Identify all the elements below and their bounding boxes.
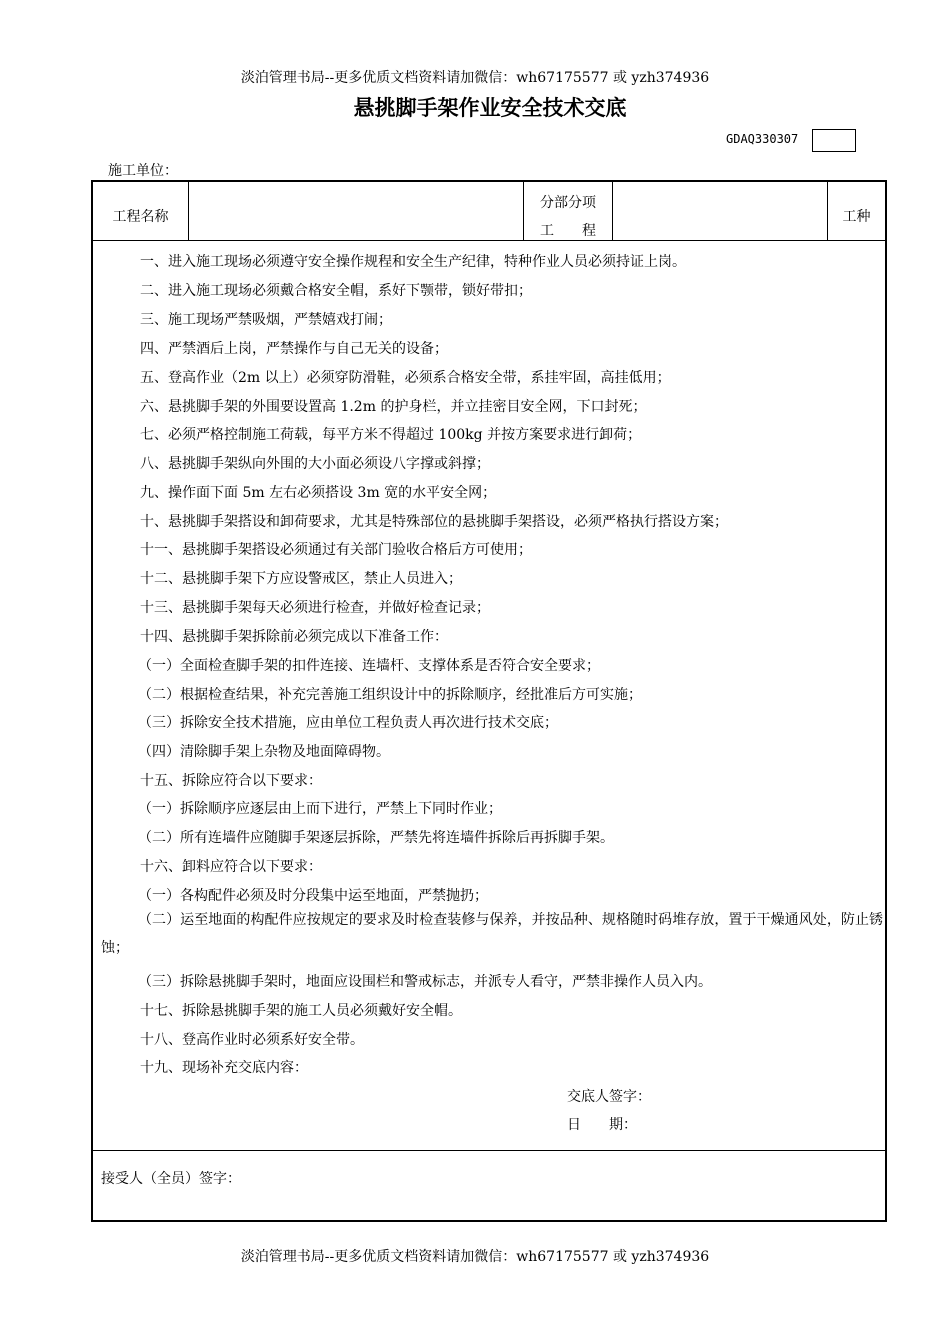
list-item: 十九、现场补充交底内容： [140, 1060, 308, 1076]
list-item: （一）全面检查脚手架的扣件连接、连墙杆、支撑体系是否符合安全要求； [138, 658, 600, 674]
list-item: 十六、卸料应符合以下要求： [140, 859, 322, 875]
list-item: 十五、拆除应符合以下要求： [140, 773, 322, 789]
list-item: 十八、登高作业时必须系好安全带。 [140, 1032, 364, 1048]
list-item: 三、施工现场严禁吸烟，严禁嬉戏打闹； [140, 312, 392, 328]
list-item: （一）拆除顺序应逐层由上而下进行，严禁上下同时作业； [138, 801, 502, 817]
list-item: （三）拆除悬挑脚手架时，地面应设围栏和警戒标志，并派专人看守，严禁非操作人员入内。 [138, 974, 712, 990]
list-item: （三）拆除安全技术措施，应由单位工程负责人再次进行技术交底； [138, 715, 558, 731]
trade-label: 工种 [842, 209, 871, 225]
trade-field[interactable] [886, 182, 950, 240]
list-item: 一、进入施工现场必须遵守安全操作规程和安全生产纪律，特种作业人员必须持证上岗。 [140, 254, 686, 270]
list-item: 九、操作面下面 5m 左右必须搭设 3m 宽的水平安全网； [140, 485, 497, 501]
project-name-label: 工程名称 [112, 209, 169, 225]
list-item: 四、严禁酒后上岗，严禁操作与自己无关的设备； [140, 341, 448, 357]
list-item: 十七、拆除悬挑脚手架的施工人员必须戴好安全帽。 [140, 1003, 462, 1019]
list-item: （二）所有连墙件应随脚手架逐层拆除，严禁先将连墙件拆除后再拆脚手架。 [138, 830, 614, 846]
sub-project-label-line2 [524, 220, 612, 240]
list-item: （四）清除脚手架上杂物及地面障碍物。 [138, 744, 390, 760]
sub-project-field[interactable] [613, 182, 828, 240]
footer-note: 淡泊管理书局--更多优质文档资料请加微信：wh67175577 或 yzh374936 [240, 1249, 710, 1265]
construction-unit-label: 施工单位： [108, 163, 178, 179]
project-name-field[interactable] [189, 182, 524, 240]
list-item: （二）运至地面的构配件应按规定的要求及时检查装修与保养，并按品种、规格随时码堆存放，置于干燥通风处，防止锈蚀； [101, 912, 883, 956]
list-item: 十三、悬挑脚手架每天必须进行检查，并做好检查记录； [140, 600, 490, 616]
receiver-signature-label: 接受人（全员）签字： [101, 1171, 241, 1187]
date-label: 日 期： [567, 1117, 637, 1133]
list-item: 十一、悬挑脚手架搭设必须通过有关部门验收合格后方可使用； [140, 542, 532, 558]
code-box[interactable] [812, 129, 856, 152]
list-item: 五、登高作业（2m 以上）必须穿防滑鞋，必须系合格安全带，系挂牢固，高挂低用； [140, 370, 671, 386]
header-note: 淡泊管理书局--更多优质文档资料请加微信：wh67175577 或 yzh374936 [240, 70, 710, 86]
table-header-row [93, 182, 885, 241]
list-item: 八、悬挑脚手架纵向外围的大小面必须设八字撑或斜撑； [140, 456, 490, 472]
disclosure-content [93, 241, 885, 1151]
sub-project-label-line1: 分部分项 [540, 195, 596, 211]
document-code: GDAQ330307 [726, 132, 799, 146]
list-item: （二）根据检查结果，补充完善施工组织设计中的拆除顺序，经批准后方可实施； [138, 687, 642, 703]
list-item: 六、悬挑脚手架的外围要设置高 1.2m 的护身栏，并立挂密目安全网，下口封死； [140, 399, 647, 415]
list-item: （一）各构配件必须及时分段集中运至地面，严禁抛扔； [138, 888, 488, 904]
list-item: 二、进入施工现场必须戴合格安全帽，系好下颚带，锁好带扣； [140, 283, 532, 299]
project-name-label-cell [93, 182, 189, 240]
sub-project-label-line2-text: 工程 [540, 223, 596, 239]
sub-project-label-cell [524, 182, 613, 240]
signer-label: 交底人签字： [567, 1089, 651, 1105]
list-item: 十四、悬挑脚手架拆除前必须完成以下准备工作： [140, 629, 448, 645]
list-item: 七、必须严格控制施工荷载，每平方米不得超过 100kg 并按方案要求进行卸荷； [140, 427, 642, 443]
document-title: 悬挑脚手架作业安全技术交底 [353, 96, 627, 120]
list-item: 十、悬挑脚手架搭设和卸荷要求，尤其是特殊部位的悬挑脚手架搭设，必须严格执行搭设方案； [140, 514, 728, 530]
trade-label-cell [828, 182, 886, 240]
form-table [91, 180, 887, 1222]
list-item: 十二、悬挑脚手架下方应设警戒区，禁止人员进入； [140, 571, 462, 587]
